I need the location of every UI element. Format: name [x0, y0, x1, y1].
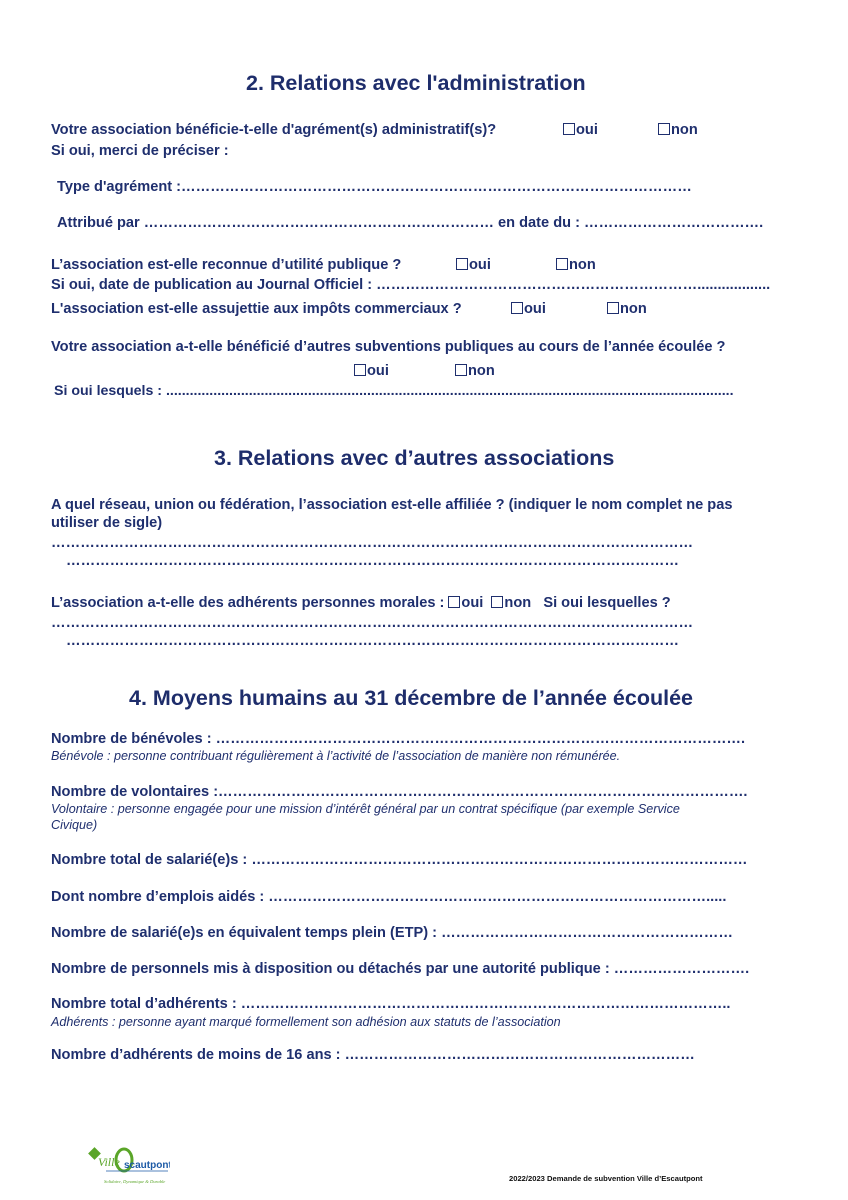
checkbox-icon[interactable]: [354, 364, 366, 376]
checkbox-icon[interactable]: [455, 364, 467, 376]
checkbox-icon[interactable]: [456, 258, 468, 270]
section-2-title: 2. Relations avec l'administration: [246, 71, 586, 95]
adherents-definition: Adhérents : personne ayant marqué formellement son adhésion aux statuts de l’association: [51, 1015, 561, 1029]
etp-field[interactable]: Nombre de salarié(e)s en équivalent temps plein (ETP) : ……………………………………………………: [51, 925, 733, 941]
ville-escautpont-logo: [88, 1146, 170, 1188]
subventions-oui-option[interactable]: [354, 363, 389, 379]
adherents-morales-non-option[interactable]: [491, 595, 531, 611]
non-label: non: [504, 595, 532, 611]
adherents-morales-answer-line2[interactable]: ………………………………………………………………………………………………………………: [66, 633, 679, 649]
oui-label: oui: [461, 595, 484, 611]
question-adherents-morales: [51, 595, 671, 611]
oui-label: oui: [469, 257, 491, 273]
total-salaries-field[interactable]: Nombre total de salarié(e)s : …………………………………………………………………………………………: [51, 852, 748, 868]
logo-tagline: Solidaire, Dynamique & Durable: [104, 1179, 166, 1184]
si-oui-preciser: Si oui, merci de préciser :: [51, 143, 229, 159]
question-impots-commerciaux: L'association est-elle assujettie aux impôts commerciaux ?: [51, 301, 462, 317]
oui-label: oui: [576, 122, 598, 138]
logo-escautpont-text: scautpont: [124, 1160, 170, 1171]
logo-ville-text: Ville: [98, 1155, 120, 1169]
total-adherents-field[interactable]: Nombre total d’adhérents : ………………………………………………………………………………………..: [51, 996, 731, 1012]
impots-non-option[interactable]: [607, 301, 647, 317]
agrement-oui-option[interactable]: [563, 122, 598, 138]
checkbox-icon[interactable]: [658, 123, 670, 135]
si-oui-lesquels-field[interactable]: Si oui lesquels : ................................................................................................................................................: [54, 383, 734, 399]
si-oui-lesquelles-label: Si oui lesquelles ?: [543, 595, 671, 611]
question-utilite-publique: L’association est-elle reconnue d’utilité publique ?: [51, 257, 402, 273]
adherents-moins-16-field[interactable]: Nombre d’adhérents de moins de 16 ans : ………………………………………………………………: [51, 1047, 695, 1063]
checkbox-icon[interactable]: [448, 596, 460, 608]
volontaire-definition-line1: Volontaire : personne engagée pour une mission d’intérêt général par un contrat spécifique (par exemple Service: [51, 802, 680, 816]
question-adherents-morales-label: L’association a-t-elle des adhérents personnes morales :: [51, 595, 445, 611]
non-label: non: [468, 363, 495, 379]
adherents-morales-answer-line1[interactable]: ……………………………………………………………………………………………………………………: [51, 615, 694, 631]
utilite-non-option[interactable]: [556, 257, 596, 273]
agrement-non-option[interactable]: [658, 122, 698, 138]
footer-caption: 2022/2023 Demande de subvention Ville d’Escautpont: [509, 1174, 703, 1183]
mis-a-disposition-field[interactable]: Nombre de personnels mis à disposition ou détachés par une autorité publique : ……………………….: [51, 961, 750, 977]
question-reseau-line1: A quel réseau, union ou fédération, l’association est-elle affiliée ? (indiquer le nom complet ne pas: [51, 497, 733, 513]
question-subventions: Votre association a-t-elle bénéficié d’autres subventions publiques au cours de l’année écoulée ?: [51, 339, 726, 355]
reseau-answer-line1[interactable]: ……………………………………………………………………………………………………………………: [51, 535, 694, 551]
type-agrement-field[interactable]: Type d'agrément :……………………………………………………………………………………………: [57, 179, 692, 195]
benevoles-field[interactable]: Nombre de bénévoles : ……………………………………………………………………………………………….: [51, 731, 746, 747]
logo-graphic: [88, 1146, 170, 1188]
non-label: non: [620, 301, 647, 317]
attribue-par-field[interactable]: Attribué par ……………………………………………………………… en date du : ……………………………….: [57, 215, 764, 231]
section-4-title: 4. Moyens humains au 31 décembre de l’année écoulée: [129, 686, 693, 710]
impots-oui-option[interactable]: [511, 301, 546, 317]
subventions-non-option[interactable]: [455, 363, 495, 379]
oui-label: oui: [524, 301, 546, 317]
oui-label: oui: [367, 363, 389, 379]
utilite-oui-option[interactable]: [456, 257, 491, 273]
volontaires-field[interactable]: Nombre de volontaires :……………………………………………………………………………………………….: [51, 784, 748, 800]
checkbox-icon[interactable]: [556, 258, 568, 270]
volontaire-definition-line2: Civique): [51, 818, 98, 832]
checkbox-icon[interactable]: [491, 596, 503, 608]
question-reseau-line2: utiliser de sigle): [51, 515, 163, 531]
benevole-definition: Bénévole : personne contribuant régulièrement à l’activité de l’association de manière non rémunérée.: [51, 749, 621, 763]
checkbox-icon[interactable]: [563, 123, 575, 135]
question-agrement: Votre association bénéficie-t-elle d'agrément(s) administratif(s)?: [51, 122, 497, 138]
checkbox-icon[interactable]: [607, 302, 619, 314]
reseau-answer-line2[interactable]: ………………………………………………………………………………………………………………: [66, 553, 679, 569]
adherents-morales-oui-option[interactable]: [448, 595, 483, 611]
si-oui-date-field[interactable]: Si oui, date de publication au Journal Officiel : …………………………………………………………..................: [51, 277, 771, 293]
non-label: non: [569, 257, 596, 273]
emplois-aides-field[interactable]: Dont nombre d’emplois aidés : ……………………………………………………………………………….....: [51, 889, 727, 905]
checkbox-icon[interactable]: [511, 302, 523, 314]
non-label: non: [671, 122, 698, 138]
section-3-title: 3. Relations avec d’autres associations: [214, 446, 615, 470]
